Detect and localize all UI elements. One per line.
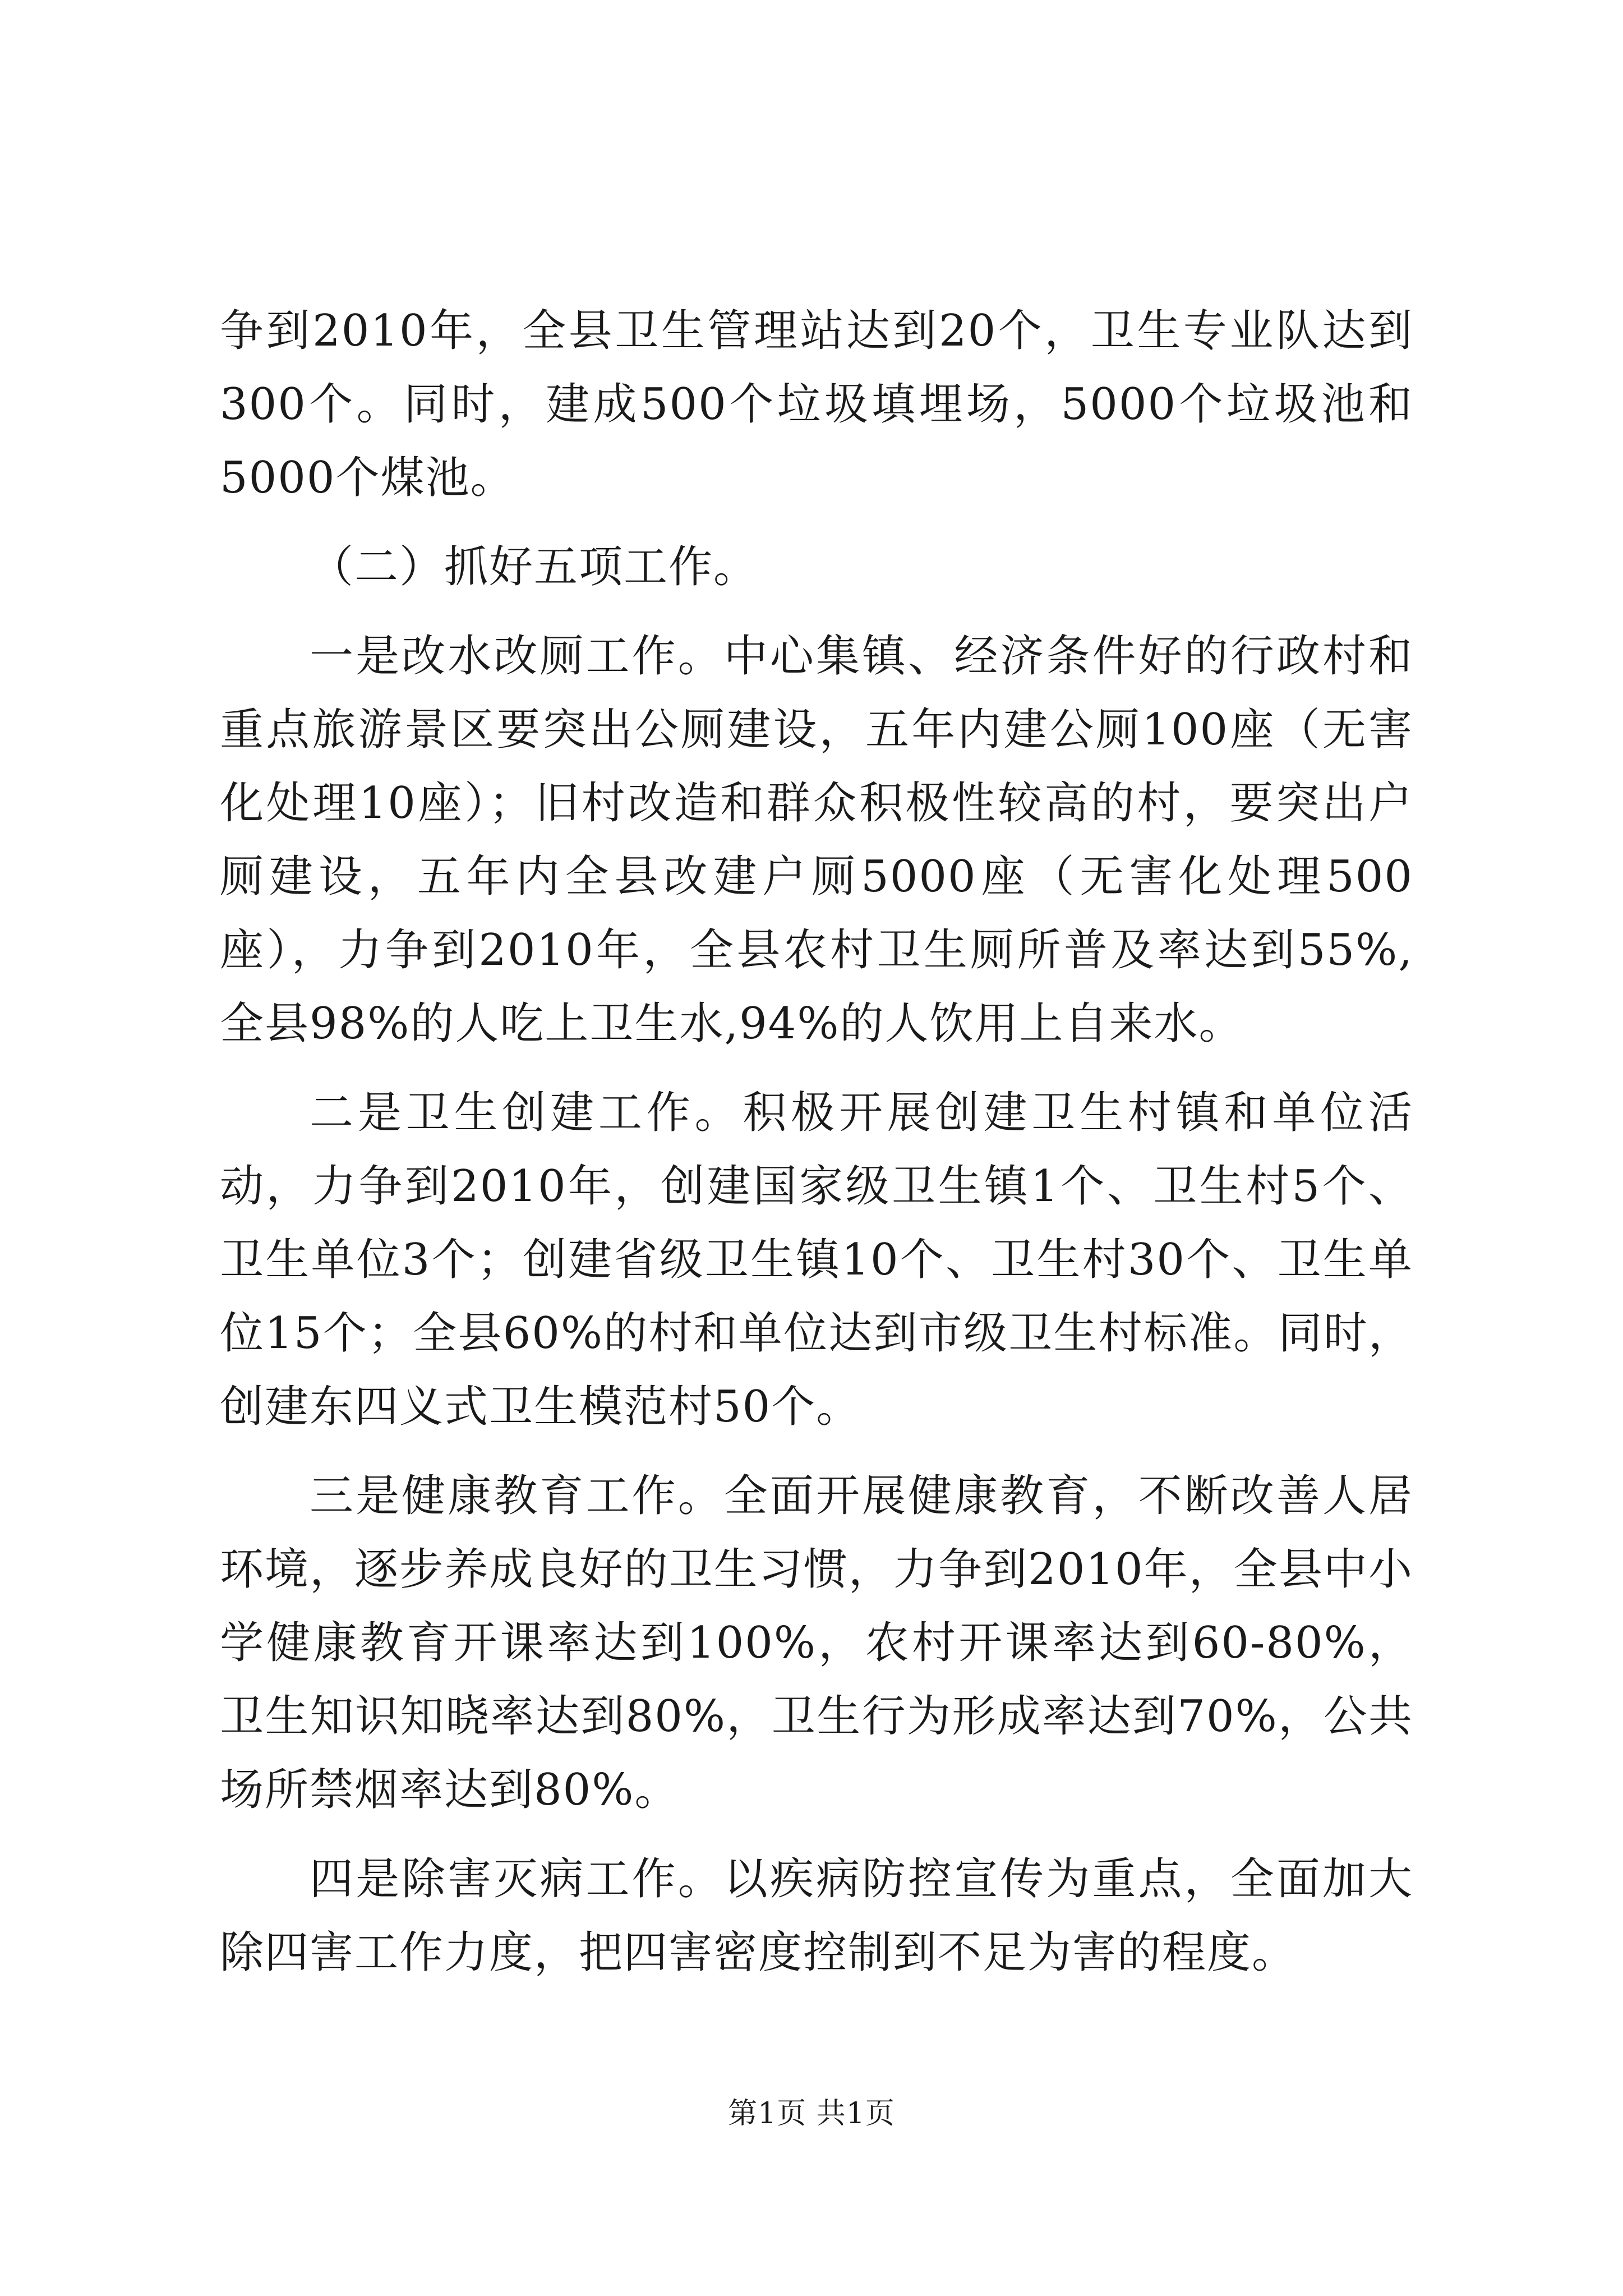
document-body xyxy=(220,295,1413,1990)
paragraph-continuation: 争到2010年，全县卫生管理站达到20个，卫生专业队达到300个。同时，建成500个垃圾填埋场，5000个垃圾池和5000个煤池。 xyxy=(220,306,1413,503)
paragraph-health-education: 三是健康教育工作。全面开展健康教育，不断改善人居环境，逐步养成良好的卫生习惯，力争到2010年，全县中小学健康教育开课率达到100%，农村开课率达到60-80%，卫生知识知晓率达到80%，卫生行为形成率达到70%，公共场所禁烟率达到80%。 xyxy=(220,1471,1413,1815)
paragraph-sanitation-creation: 二是卫生创建工作。积极开展创建卫生村镇和单位活动，力争到2010年，创建国家级卫生镇1个、卫生村5个、卫生单位3个；创建省级卫生镇10个、卫生村30个、卫生单位15个；全县60%的村和单位达到市级卫生村标准。同时，创建东四义式卫生模范村50个。 xyxy=(220,1088,1413,1432)
paragraph-pest-control: 四是除害灭病工作。以疾病防控宣传为重点，全面加大除四害工作力度，把四害密度控制到不足为害的程度。 xyxy=(220,1854,1413,1978)
section-heading: （二）抓好五项工作。 xyxy=(310,542,759,592)
page-footer: 第1页 共1页 xyxy=(728,2097,895,2131)
paragraph-water-toilet: 一是改水改厕工作。中心集镇、经济条件好的行政村和重点旅游景区要突出公厕建设，五年内建公厕100座（无害化处理10座）；旧村改造和群众积极性较高的村，要突出户厕建设，五年内全县改建户厕5000座（无害化处理500座），力争到2010年，全县农村卫生厕所普及率达到55%,全县98%的人吃上卫生水,94%的人饮用上自来水。 xyxy=(220,631,1413,1049)
